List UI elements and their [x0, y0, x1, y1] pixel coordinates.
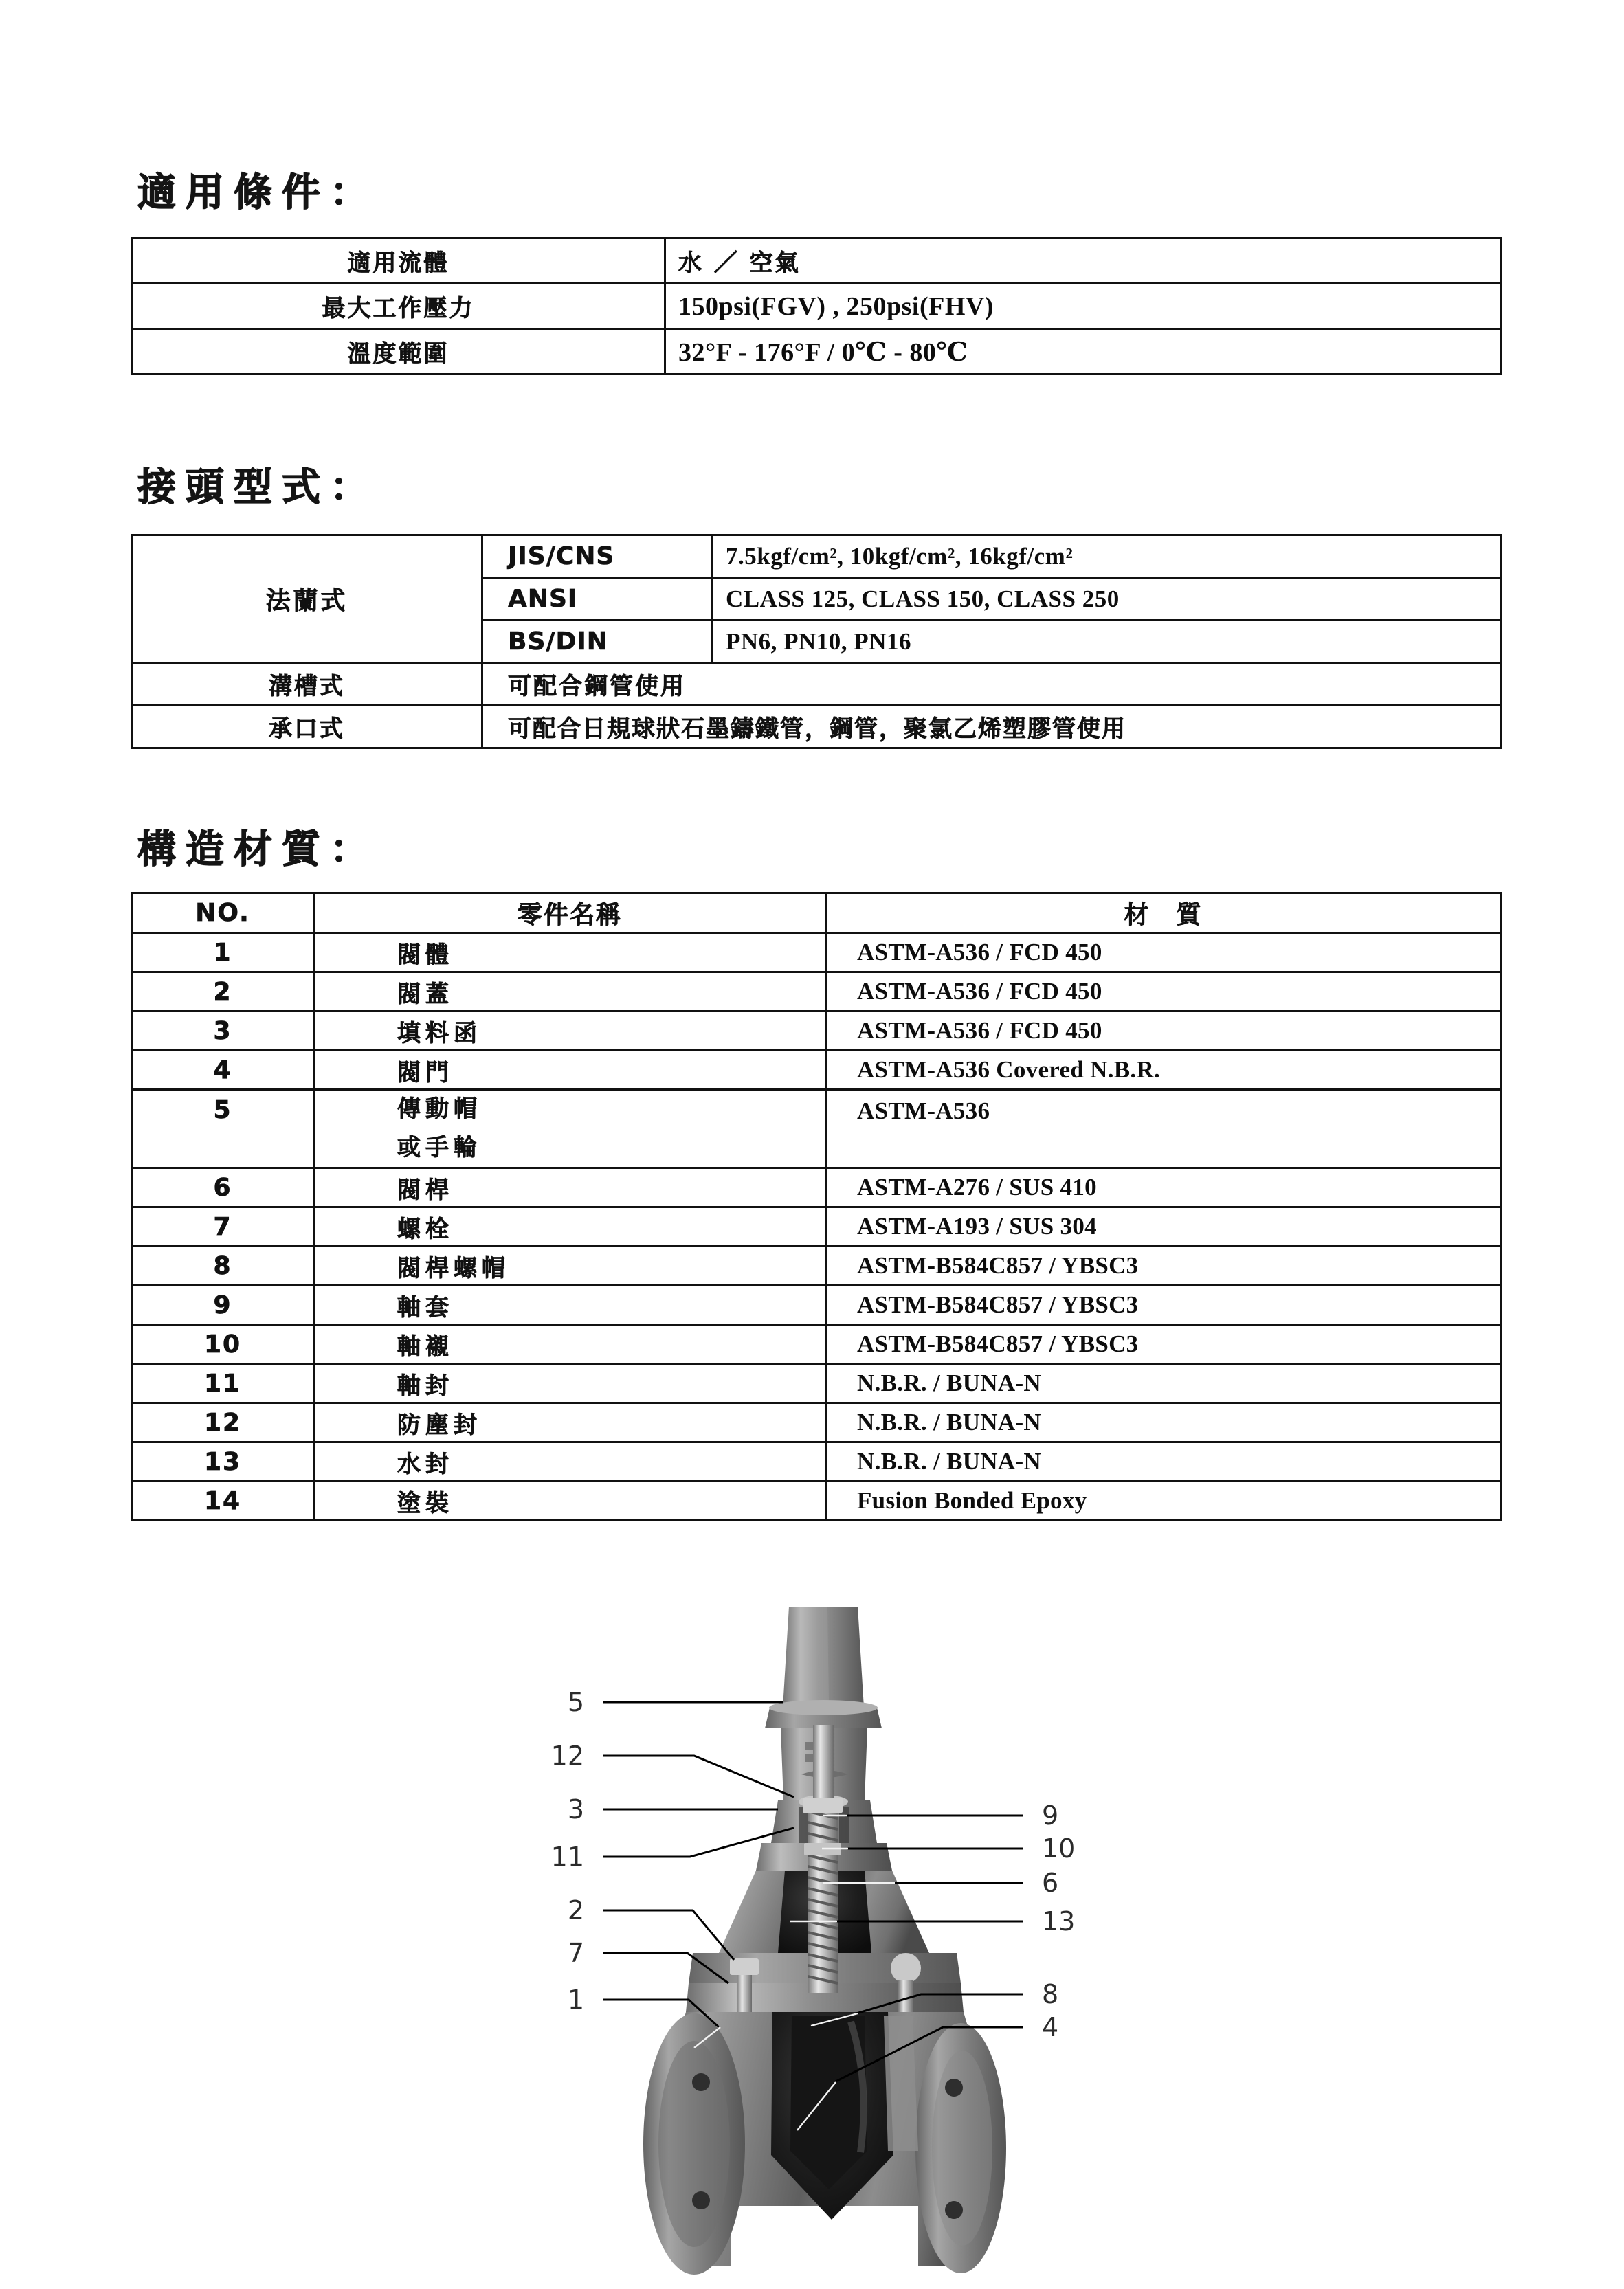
material-row-part: 防塵封: [314, 1403, 826, 1442]
flange-value-bs-din: PN6, PN10, PN16: [713, 621, 1501, 663]
callout-right-2: 6: [1042, 1868, 1059, 1898]
material-row-material: ASTM-A276 / SUS 410: [826, 1168, 1501, 1207]
table-row: [132, 1247, 1501, 1286]
material-row-no: 10: [132, 1325, 314, 1364]
valve-cutaway-figure: [0, 1601, 1624, 2289]
material-row-no: 1: [132, 933, 314, 972]
callout-labels-left: [551, 1687, 584, 2015]
callout-left-5: 7: [567, 1938, 584, 1968]
material-row-part: 閥蓋: [314, 972, 826, 1012]
material-row-material: N.B.R. / BUNA-N: [826, 1442, 1501, 1482]
callout-right-0: 9: [1042, 1800, 1059, 1831]
connection-label-socket: 承口式: [132, 706, 482, 748]
table-row: [132, 284, 1501, 329]
material-row-no: 2: [132, 972, 314, 1012]
material-row-part: 軸封: [314, 1364, 826, 1403]
table-row: [132, 1207, 1501, 1247]
material-row-material: ASTM-A536 / FCD 450: [826, 972, 1501, 1012]
connection-label-groove: 溝槽式: [132, 663, 482, 706]
material-row-no: 13: [132, 1442, 314, 1482]
stem-nut: [803, 1798, 843, 1813]
table-header-row: [132, 893, 1501, 933]
table-row: [132, 535, 1501, 578]
material-row-part: 閥桿: [314, 1168, 826, 1207]
part-name-line-2: 或手輪: [397, 1133, 482, 1161]
table-row: [132, 933, 1501, 972]
part-name-line-1: 傳動帽: [397, 1095, 482, 1124]
heading-applicable-conditions: 適用條件：: [137, 170, 378, 215]
material-row-material: N.B.R. / BUNA-N: [826, 1403, 1501, 1442]
material-row-material: ASTM-A536: [826, 1090, 1501, 1168]
material-row-part: 填料函: [314, 1012, 826, 1051]
operating-nut-highlight: [818, 1607, 829, 1704]
flange-value-ansi: CLASS 125, CLASS 150, CLASS 250: [713, 578, 1501, 621]
heading-connection-type: 接頭型式：: [137, 465, 378, 510]
connection-value-socket: 可配合日規球狀石墨鑄鐵管，鋼管，聚氯乙烯塑膠管使用: [482, 706, 1501, 748]
callout-left-3: 11: [550, 1842, 584, 1872]
material-row-no: 14: [132, 1482, 314, 1521]
material-row-part: 塗裝: [314, 1482, 826, 1521]
material-row-no: 5: [132, 1090, 314, 1168]
table-row: [132, 972, 1501, 1012]
material-row-material: ASTM-B584C857 / YBSC3: [826, 1325, 1501, 1364]
material-row-no: 12: [132, 1403, 314, 1442]
material-row-no: 11: [132, 1364, 314, 1403]
material-row-material: ASTM-A193 / SUS 304: [826, 1207, 1501, 1247]
connection-type-table: [131, 534, 1502, 749]
callout-left-1: 12: [550, 1741, 584, 1771]
bolt-hole-c: [945, 2079, 963, 2097]
callout-left-0: 5: [567, 1687, 584, 1717]
material-row-no: 8: [132, 1247, 314, 1286]
condition-value-fluid: 水 ／ 空氣: [665, 238, 1501, 284]
condition-value-temperature: 32°F - 176°F / 0℃ - 80℃: [665, 329, 1501, 375]
right-flange-raised: [932, 2051, 992, 2246]
material-row-material: ASTM-A536 Covered N.B.R.: [826, 1051, 1501, 1090]
table-row: [132, 1364, 1501, 1403]
table-row: [132, 1090, 1501, 1168]
bolt-hole-a: [692, 2073, 710, 2091]
callout-left-2: 3: [567, 1794, 584, 1824]
connection-label-flange: 法蘭式: [132, 535, 482, 663]
heading-construction-materials: 構造材質：: [137, 827, 378, 872]
table-row: [132, 1286, 1501, 1325]
bolt-hole-d: [945, 2201, 963, 2219]
material-row-no: 6: [132, 1168, 314, 1207]
table-row: [132, 1482, 1501, 1521]
connection-value-groove: 可配合鋼管使用: [482, 663, 1501, 706]
table-row: [132, 329, 1501, 375]
leader-12: [603, 1756, 794, 1797]
condition-value-max-pressure: 150psi(FGV) , 250psi(FHV): [665, 284, 1501, 329]
material-row-part: 軸套: [314, 1286, 826, 1325]
material-row-part: 水封: [314, 1442, 826, 1482]
flange-standard-ansi: ANSI: [482, 578, 713, 621]
body-rib: [884, 2016, 918, 2151]
material-row-part: 閥體: [314, 933, 826, 972]
table-row: [132, 1442, 1501, 1482]
materials-header-no: NO.: [132, 893, 314, 933]
table-row: [132, 1051, 1501, 1090]
material-row-no: 3: [132, 1012, 314, 1051]
table-row: [132, 1403, 1501, 1442]
flange-standard-bs-din: BS/DIN: [482, 621, 713, 663]
table-row: [132, 706, 1501, 748]
callout-labels-right: [1042, 1800, 1075, 2042]
callout-right-5: 4: [1042, 2012, 1059, 2042]
flange-value-jis-cns: 7.5kgf/cm², 10kgf/cm², 16kgf/cm²: [713, 535, 1501, 578]
condition-label-temperature: 溫度範圍: [132, 329, 665, 375]
callout-right-1: 10: [1042, 1833, 1076, 1864]
bolt-hole-b: [692, 2191, 710, 2209]
table-row: [132, 1168, 1501, 1207]
callout-right-4: 8: [1042, 1979, 1059, 2009]
applicable-conditions-table: [131, 237, 1502, 375]
table-row: [132, 1325, 1501, 1364]
flange-standard-jis-cns: JIS/CNS: [482, 535, 713, 578]
table-row: [132, 238, 1501, 284]
valve-diagram-svg: [0, 1601, 1624, 2289]
callout-left-4: 2: [567, 1895, 584, 1925]
condition-label-fluid: 適用流體: [132, 238, 665, 284]
material-row-no: 4: [132, 1051, 314, 1090]
material-row-part: 閥門: [314, 1051, 826, 1090]
valve-illustration: [643, 1607, 1006, 2275]
material-row-no: 7: [132, 1207, 314, 1247]
materials-header-part: 零件名稱: [314, 893, 826, 933]
callout-left-6: 1: [567, 1985, 584, 2015]
material-row-material: ASTM-A536 / FCD 450: [826, 933, 1501, 972]
construction-materials-table: [131, 892, 1502, 1521]
material-row-material: ASTM-B584C857 / YBSC3: [826, 1286, 1501, 1325]
callout-right-3: 13: [1042, 1906, 1076, 1936]
material-row-part: 閥桿螺帽: [314, 1247, 826, 1286]
material-row-part: 螺栓: [314, 1207, 826, 1247]
material-row-part: 軸襯: [314, 1325, 826, 1364]
table-row: [132, 663, 1501, 706]
table-row: [132, 1012, 1501, 1051]
material-row-material: N.B.R. / BUNA-N: [826, 1364, 1501, 1403]
material-row-material: ASTM-A536 / FCD 450: [826, 1012, 1501, 1051]
nut-collar-top: [769, 1700, 878, 1715]
material-row-part: [314, 1090, 826, 1168]
material-row-material: Fusion Bonded Epoxy: [826, 1482, 1501, 1521]
condition-label-max-pressure: 最大工作壓力: [132, 284, 665, 329]
left-flange-raised: [658, 2041, 730, 2247]
material-row-no: 9: [132, 1286, 314, 1325]
material-row-material: ASTM-B584C857 / YBSC3: [826, 1247, 1501, 1286]
materials-header-material: 材 質: [826, 893, 1501, 933]
